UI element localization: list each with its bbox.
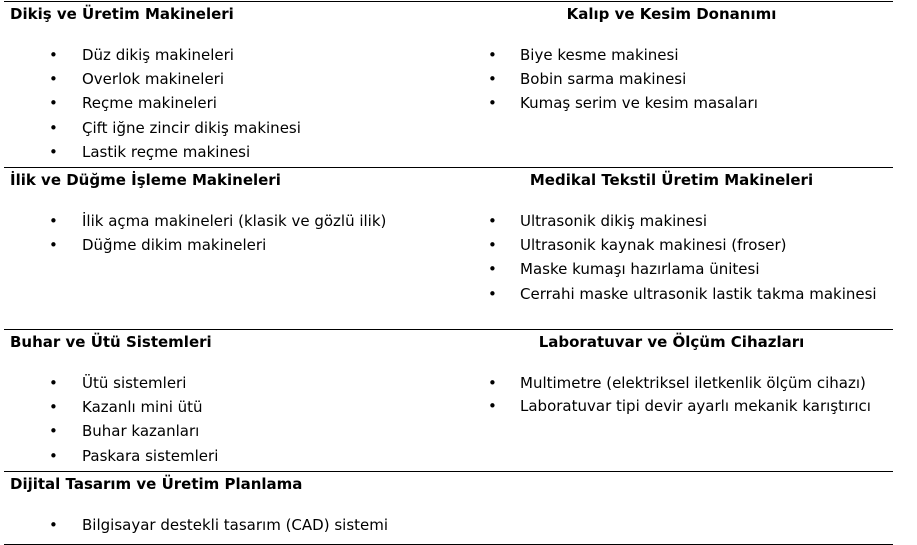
table-row xyxy=(4,471,893,544)
list-item: • Buhar kazanları xyxy=(4,422,450,441)
section-title: Medikal Tekstil Üretim Makineleri xyxy=(529,170,814,189)
list-item: • Kumaş serim ve kesim masaları xyxy=(450,94,893,113)
table-row xyxy=(4,329,893,471)
item-list xyxy=(450,374,893,416)
section-title: Laboratuvar ve Ölçüm Cihazları xyxy=(538,332,805,351)
list-item: • Ütü sistemleri xyxy=(4,374,450,393)
section-cell-steam xyxy=(4,329,450,471)
item-list xyxy=(450,46,893,113)
equipment-table xyxy=(4,1,893,545)
section-cell-buttonhole xyxy=(4,167,450,329)
list-item: • Düz dikiş makineleri xyxy=(4,46,450,65)
section-title: Kalıp ve Kesim Donanımı xyxy=(566,5,777,23)
section-cell-cutting xyxy=(450,2,893,168)
list-item: • Çift iğne zincir dikiş makinesi xyxy=(4,119,450,138)
list-item: • Multimetre (elektriksel iletkenlik ölçüm cihazı) xyxy=(450,374,893,393)
section-cell-sewing xyxy=(4,2,450,168)
section-title: İlik ve Düğme İşleme Makineleri xyxy=(10,170,281,189)
list-item: • Biye kesme makinesi xyxy=(450,46,893,65)
item-list xyxy=(4,46,450,162)
list-item: • Cerrahi maske ultrasonik lastik takma makinesi xyxy=(450,285,893,304)
list-item: • Maske kumaşı hazırlama ünitesi xyxy=(450,260,893,279)
item-list xyxy=(4,212,450,255)
list-item: • Bilgisayar destekli tasarım (CAD) sistemi xyxy=(4,516,450,535)
list-item: • İlik açma makineleri (klasik ve gözlü ilik) xyxy=(4,212,450,231)
section-cell-laboratory xyxy=(450,329,893,471)
list-item: • Düğme dikim makineleri xyxy=(4,236,450,255)
empty-cell xyxy=(450,471,893,544)
section-title: Buhar ve Ütü Sistemleri xyxy=(10,332,212,351)
list-item: • Ultrasonik dikiş makinesi xyxy=(450,212,893,231)
table-row xyxy=(4,167,893,329)
list-item: • Ultrasonik kaynak makinesi (froser) xyxy=(450,236,893,255)
list-item: • Overlok makineleri xyxy=(4,70,450,89)
section-title: Dikiş ve Üretim Makineleri xyxy=(10,5,234,23)
list-item: • Lastik reçme makinesi xyxy=(4,143,450,162)
item-list xyxy=(4,374,450,466)
table-row xyxy=(4,2,893,168)
list-item: • Paskara sistemleri xyxy=(4,447,450,466)
item-list xyxy=(4,516,450,535)
section-cell-medical xyxy=(450,167,893,329)
list-item: • Bobin sarma makinesi xyxy=(450,70,893,89)
list-item: • Kazanlı mini ütü xyxy=(4,398,450,417)
section-cell-digital xyxy=(4,471,450,544)
list-item: • Laboratuvar tipi devir ayarlı mekanik karıştırıcı xyxy=(450,397,893,416)
section-title: Dijital Tasarım ve Üretim Planlama xyxy=(10,474,303,493)
list-item: • Reçme makineleri xyxy=(4,94,450,113)
item-list xyxy=(450,212,893,304)
